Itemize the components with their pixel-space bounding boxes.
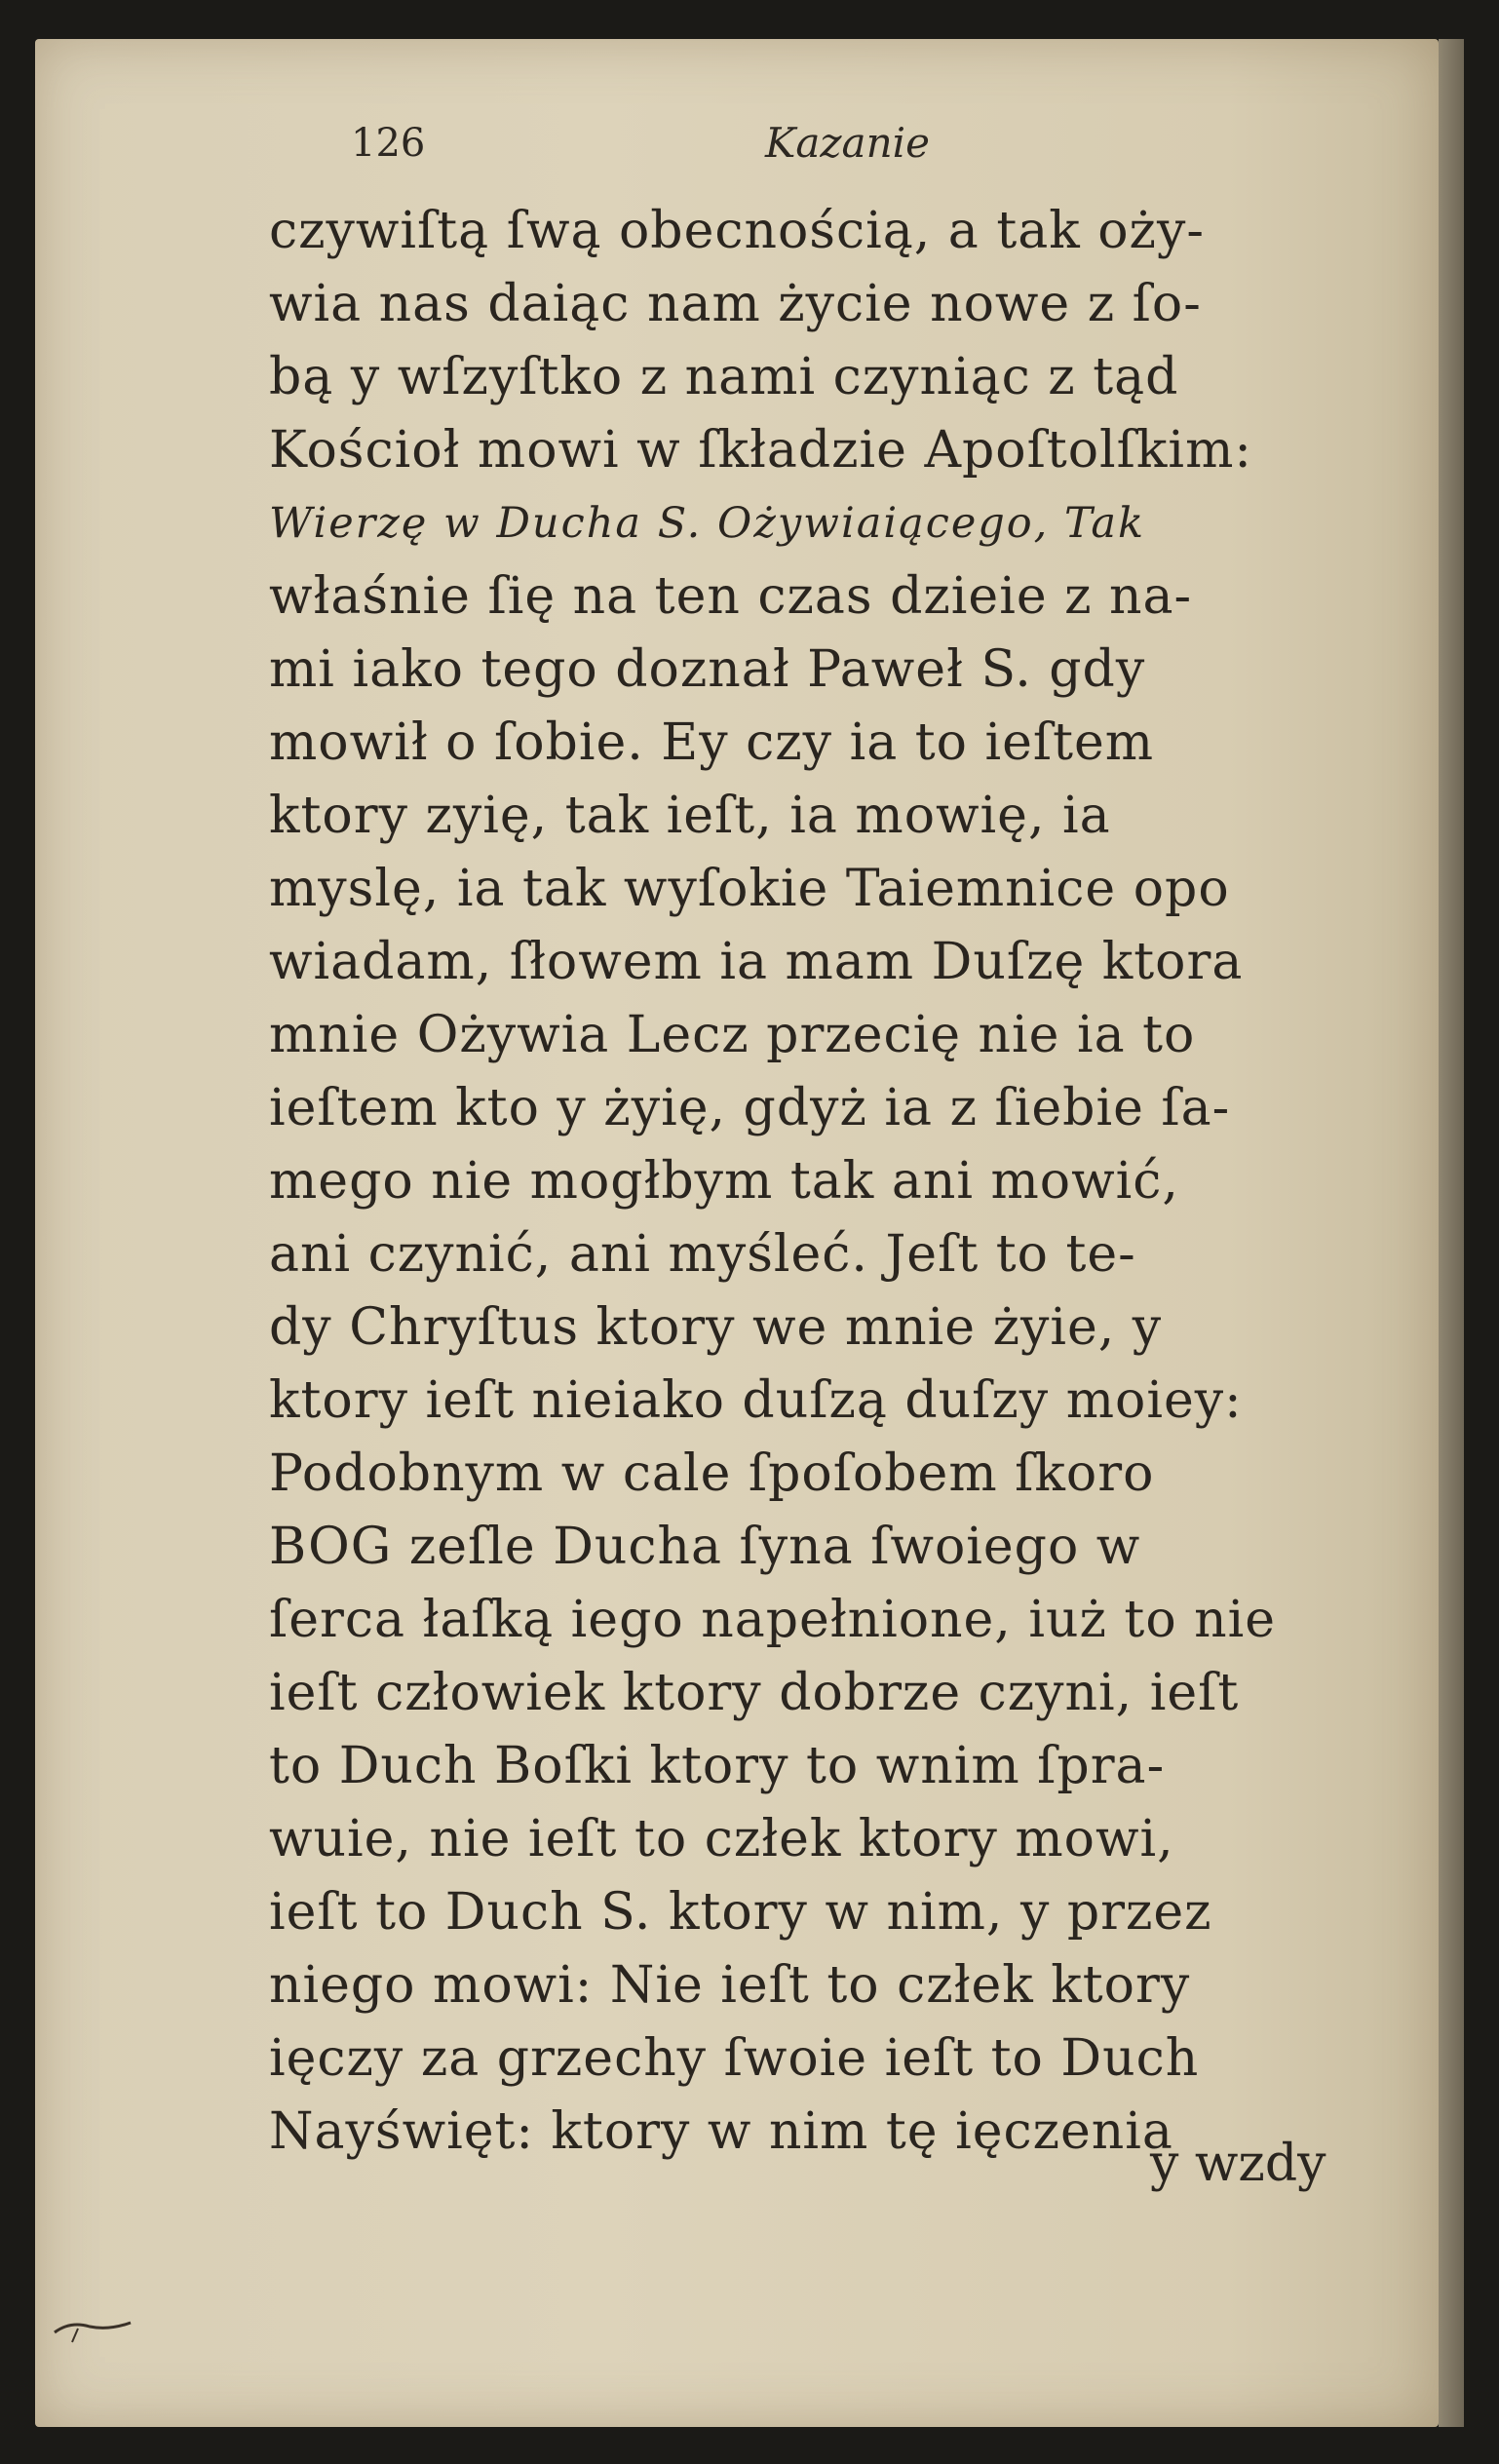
body-text — [269, 195, 1390, 2169]
text-line: mnie Ożywia Lecz przecię nie ia to — [269, 1006, 1196, 1064]
ink-mark — [51, 2315, 138, 2344]
text-line: ieſt to Duch S. ktory w nim, y przez — [269, 1883, 1212, 1942]
text-line: ktory ieſt nieiako duſzą duſzy moiey: — [269, 1371, 1243, 1430]
text-line: wiadam, ſłowem ia mam Duſzę ktora — [269, 933, 1244, 991]
text-line: ſerca łaſką iego napełnione, iuż to nie — [269, 1591, 1277, 1649]
text-line-quotation: Wierzę w Ducha S. Ożywiaiącego, Tak — [269, 499, 1146, 548]
text-line: wia nas daiąc nam życie nowe z ſo- — [269, 275, 1202, 333]
text-line: ktory zyię, tak ieſt, ia mowię, ia — [269, 787, 1111, 845]
text-line: Nayświęt: ktory w nim tę ięczenia — [269, 2102, 1173, 2161]
text-line: ani czynić, ani myśleć. Jeſt to te- — [269, 1225, 1136, 1284]
page-number: 126 — [351, 121, 426, 166]
text-line: Podobnym w cale ſpoſobem ſkoro — [269, 1444, 1155, 1503]
page-header — [312, 107, 1403, 185]
text-line: niego mowi: Nie ieſt to człek ktory — [269, 1956, 1191, 2015]
text-line: właśnie ſię na ten czas dzieie z na- — [269, 567, 1193, 626]
running-head: Kazanie — [765, 119, 930, 167]
text-line: myslę, ia tak wyſokie Taiemnice opo — [269, 860, 1230, 918]
page-edge — [1439, 39, 1464, 2427]
text-line: to Duch Boſki ktory to wnim ſpra- — [269, 1737, 1166, 1795]
catchword: y wzdy — [1150, 2135, 1326, 2193]
text-line: mego nie mogłbym tak ani mowić, — [269, 1152, 1179, 1211]
text-line: dy Chryſtus ktory we mnie żyie, y — [269, 1298, 1163, 1357]
text-line: ięczy za grzechy ſwoie ieſt to Duch — [269, 2029, 1200, 2088]
text-line: bą y wſzyſtko z nami czyniąc z tąd — [269, 348, 1179, 406]
text-line: czywiſtą ſwą obecnością, a tak oży- — [269, 202, 1205, 260]
text-line: mi iako tego doznał Paweł S. gdy — [269, 640, 1146, 699]
text-line: wuie, nie ieſt to człek ktory mowi, — [269, 1810, 1174, 1868]
text-line: ieſtem kto y żyię, gdyż ia z ſiebie ſa- — [269, 1079, 1231, 1137]
text-line: ieſt człowiek ktory dobrze czyni, ieſt — [269, 1664, 1240, 1722]
text-line: BOG zeſle Ducha ſyna ſwoiego w — [269, 1518, 1141, 1576]
text-line: Kościoł mowi w ſkładzie Apoſtolſkim: — [269, 421, 1252, 480]
text-line: mowił o ſobie. Ey czy ia to ieſtem — [269, 713, 1155, 772]
